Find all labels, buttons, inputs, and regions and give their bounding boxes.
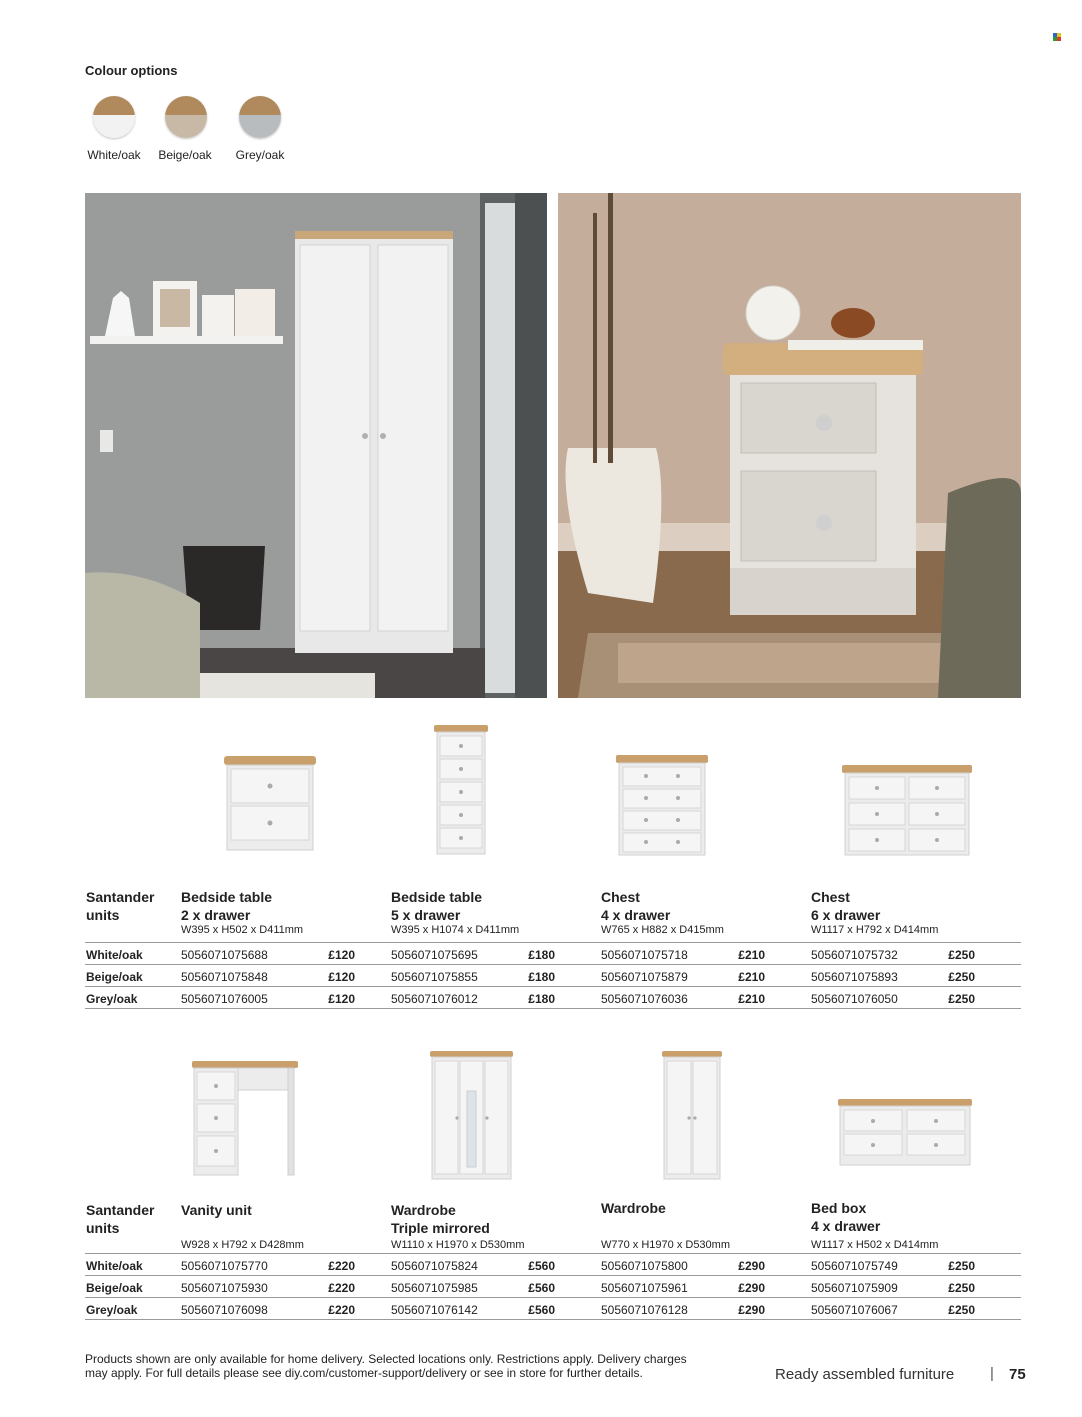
swatch-grey-oak	[239, 96, 281, 138]
product-subtitle: 4 x drawer	[601, 907, 671, 923]
product-subtitle: 5 x drawer	[391, 907, 461, 923]
product-code: 5056071076098	[181, 1303, 268, 1317]
swatch-top	[165, 96, 207, 115]
wardrobe-image	[662, 1051, 722, 1181]
product-price: £120	[328, 948, 355, 962]
swatch-label-grey-oak: Grey/oak	[235, 148, 285, 162]
swatch-label-beige-oak: Beige/oak	[158, 148, 212, 162]
swatch-label-white-oak: White/oak	[87, 148, 141, 162]
swatch-white-oak	[93, 96, 135, 138]
row-colour-label: White/oak	[86, 1259, 143, 1273]
product-code: 5056071076012	[391, 992, 478, 1006]
wardrobe-room-photo	[85, 193, 547, 698]
product-code: 5056071075695	[391, 948, 478, 962]
product-code: 5056071075961	[601, 1281, 688, 1295]
section1-product-3-title	[601, 888, 670, 924]
product-code: 5056071075824	[391, 1259, 478, 1273]
table-row-divider	[85, 964, 1021, 965]
row-colour-label: Beige/oak	[86, 970, 143, 984]
table-row-divider	[85, 986, 1021, 987]
product-price: £120	[328, 992, 355, 1006]
bedside-table-5-drawer-image	[434, 725, 488, 857]
product-price: £210	[738, 948, 765, 962]
product-subtitle: 2 x drawer	[181, 907, 251, 923]
product-code: 5056071076128	[601, 1303, 688, 1317]
section1-product-2-dims: W395 x H1074 x D411mm	[391, 924, 520, 936]
disclaimer-line-2: may apply. For full details please see diy.com/customer-support/delivery or see in store for further details.	[85, 1366, 643, 1380]
product-subtitle: Triple mirrored	[391, 1220, 490, 1236]
section2-product-4-title	[811, 1199, 880, 1235]
product-price: £220	[328, 1281, 355, 1295]
section1-product-4-dims: W1117 x H792 x D414mm	[811, 924, 939, 936]
delivery-disclaimer	[85, 1352, 687, 1380]
product-code: 5056071075893	[811, 970, 898, 984]
product-price: £250	[948, 948, 975, 962]
product-price: £560	[528, 1281, 555, 1295]
section1-product-3-dims: W765 x H882 x D415mm	[601, 924, 724, 936]
product-price: £250	[948, 970, 975, 984]
page-number: 75	[1009, 1366, 1026, 1383]
product-code: 5056071076036	[601, 992, 688, 1006]
section1-heading-text: Santander units	[86, 889, 155, 923]
corner-mark-icon	[1053, 28, 1061, 36]
product-title: Bedside table	[391, 889, 483, 905]
swatch-top	[93, 96, 135, 115]
product-price: £250	[948, 1303, 975, 1317]
disclaimer-line-1: Products shown are only available for home delivery. Selected locations only. Restrictions apply. Delivery charges	[85, 1352, 687, 1366]
product-price: £290	[738, 1303, 765, 1317]
section2-product-2-dims: W1110 x H1970 x D530mm	[391, 1239, 525, 1251]
swatch-bottom	[239, 115, 281, 138]
table-row-divider	[85, 1319, 1021, 1320]
table-row-divider	[85, 1297, 1021, 1298]
product-title: Vanity unit	[181, 1202, 252, 1218]
product-price: £220	[328, 1303, 355, 1317]
section1-product-1-title	[181, 888, 272, 924]
footer-separator: |	[990, 1365, 994, 1382]
swatch-top	[239, 96, 281, 115]
section1-heading	[86, 888, 176, 924]
product-price: £560	[528, 1303, 555, 1317]
product-title: Bed box	[811, 1200, 867, 1216]
row-colour-label: Grey/oak	[86, 1303, 138, 1317]
section2-product-4-dims: W1117 x H502 x D414mm	[811, 1239, 939, 1251]
product-code: 5056071075718	[601, 948, 688, 962]
product-price: £180	[528, 948, 555, 962]
vanity-unit-image	[192, 1061, 298, 1177]
section2-heading	[86, 1201, 176, 1237]
product-code: 5056071076005	[181, 992, 268, 1006]
product-code: 5056071075855	[391, 970, 478, 984]
product-price: £180	[528, 992, 555, 1006]
chest-6-drawer-image	[842, 765, 972, 858]
product-code: 5056071076142	[391, 1303, 478, 1317]
product-price: £250	[948, 992, 975, 1006]
section1-product-4-title	[811, 888, 880, 924]
swatch-beige-oak	[165, 96, 207, 138]
bed-box-image	[838, 1099, 972, 1167]
swatch-bottom	[93, 115, 135, 138]
product-title: Wardrobe	[601, 1200, 666, 1216]
section2-product-1-title	[181, 1201, 252, 1219]
footer-section-title: Ready assembled furniture	[775, 1366, 955, 1383]
product-code: 5056071075688	[181, 948, 268, 962]
product-code: 5056071075732	[811, 948, 898, 962]
product-price: £210	[738, 970, 765, 984]
product-price: £250	[948, 1259, 975, 1273]
product-title: Chest	[811, 889, 850, 905]
chest-4-drawer-image	[616, 755, 708, 858]
product-title: Wardrobe	[391, 1202, 456, 1218]
bedside-room-photo	[558, 193, 1021, 698]
row-colour-label: Grey/oak	[86, 992, 138, 1006]
table-row-divider	[85, 942, 1021, 943]
product-code: 5056071075770	[181, 1259, 268, 1273]
table-row-divider	[85, 1253, 1021, 1254]
product-price: £220	[328, 1259, 355, 1273]
row-colour-label: Beige/oak	[86, 1281, 143, 1295]
product-price: £560	[528, 1259, 555, 1273]
product-price: £290	[738, 1259, 765, 1273]
row-colour-label: White/oak	[86, 948, 143, 962]
section1-product-2-title	[391, 888, 482, 924]
section2-product-3-title	[601, 1199, 666, 1217]
section1-product-1-dims: W395 x H502 x D411mm	[181, 924, 304, 936]
product-price: £210	[738, 992, 765, 1006]
product-price: £180	[528, 970, 555, 984]
product-price: £290	[738, 1281, 765, 1295]
colour-options-title: Colour options	[85, 63, 178, 78]
bedside-table-2-drawer-image	[224, 756, 316, 856]
product-price: £250	[948, 1281, 975, 1295]
product-code: 5056071075909	[811, 1281, 898, 1295]
wardrobe-triple-mirrored-image	[430, 1051, 513, 1181]
product-price: £120	[328, 970, 355, 984]
section2-heading-text: Santander units	[86, 1202, 155, 1236]
product-title: Chest	[601, 889, 640, 905]
product-subtitle: 6 x drawer	[811, 907, 881, 923]
product-code: 5056071075879	[601, 970, 688, 984]
section2-product-2-title	[391, 1201, 490, 1237]
product-code: 5056071076067	[811, 1303, 898, 1317]
product-code: 5056071075749	[811, 1259, 898, 1273]
product-code: 5056071076050	[811, 992, 898, 1006]
product-code: 5056071075930	[181, 1281, 268, 1295]
product-code: 5056071075985	[391, 1281, 478, 1295]
swatch-bottom	[165, 115, 207, 138]
product-code: 5056071075848	[181, 970, 268, 984]
section2-product-1-dims: W928 x H792 x D428mm	[181, 1239, 304, 1251]
product-code: 5056071075800	[601, 1259, 688, 1273]
product-subtitle: 4 x drawer	[811, 1218, 881, 1234]
section2-product-3-dims: W770 x H1970 x D530mm	[601, 1239, 730, 1251]
table-row-divider	[85, 1275, 1021, 1276]
table-row-divider	[85, 1008, 1021, 1009]
product-title: Bedside table	[181, 889, 273, 905]
